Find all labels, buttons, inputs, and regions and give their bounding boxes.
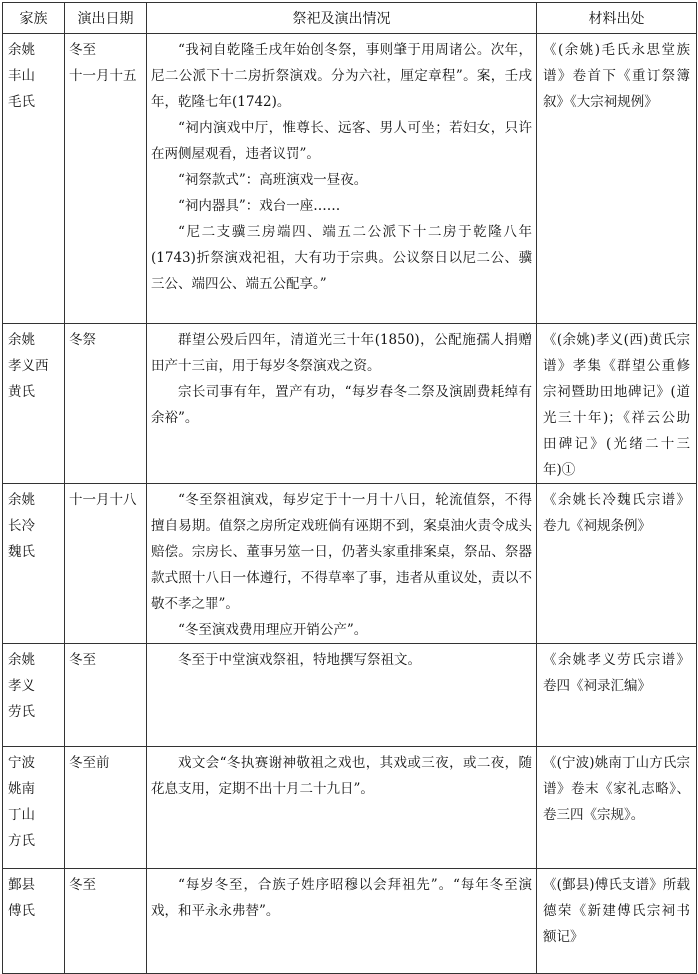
source-cell: 《余姚孝义劳氏宗谱》卷四《祠录汇编》 (537, 644, 697, 747)
family-line: 长冷 (8, 518, 35, 534)
family-line: 丁山 (8, 807, 35, 823)
date-line: 十一月十五 (69, 68, 137, 84)
date-cell (65, 644, 147, 747)
content-paragraph: “祠内器具”：戏台一座…… (178, 198, 341, 214)
date-line: 冬至 (69, 42, 96, 58)
family-line: 余姚 (8, 492, 35, 508)
date-cell (65, 869, 147, 974)
content-paragraph: 宗长司事有年，置产有功，“每岁春冬二祭及演剧费耗绰有余裕”。 (151, 384, 532, 426)
content-paragraph: “祠祭款式”：高班演戏一昼夜。 (178, 172, 368, 188)
source-cell: 《(宁波)姚南丁山方氏宗谱》卷末《家礼志略》、卷三四《宗规》。 (537, 747, 697, 869)
family-line: 余姚 (8, 652, 35, 668)
content-paragraph: “我祠自乾隆壬戌年始创冬祭，事则肇于用周诸公。次年，尼二公派下十二房折祭演戏。分为六社，厘定章程”。案，壬戌年，乾隆七年(1742)。 (151, 42, 532, 110)
family-line: 丰山 (8, 68, 35, 84)
date-cell (65, 34, 147, 324)
date-cell (65, 484, 147, 644)
content-paragraph: 群望公殁后四年，清道光三十年(1850)，公配施孺人捐赠田产十三亩，用于每岁冬祭演戏之资。 (151, 332, 532, 374)
header-family: 家族 (3, 3, 65, 34)
content-paragraph: “冬至祭祖演戏，每岁定于十一月十八日，轮流值祭，不得擅自易期。值祭之房所定戏班倘有诬期不到，案桌油火责令成头赔偿。宗房长、董事另筮一日，仍著头家重排案桌，祭品、祭器款式照十八日一体遵行，不得草率了事，违者从重议处，责以不敬不孝之罪”。 (151, 492, 532, 612)
family-cell (3, 324, 65, 484)
family-line: 毛氏 (8, 94, 35, 110)
family-line: 孝义西 (8, 358, 49, 374)
family-cell (3, 34, 65, 324)
family-line: 宁波 (8, 755, 35, 771)
content-paragraph: 冬至于中堂演戏祭祖，特地撰写祭祖文。 (178, 652, 421, 668)
date-line: 冬祭 (69, 332, 96, 348)
header-content: 祭祀及演出情况 (147, 3, 537, 34)
date-line: 冬至 (69, 652, 96, 668)
content-paragraph: “祠内演戏中厅，惟尊长、远客、男人可坐；若妇女，只许在两侧屋观看，违者议罚”。 (151, 120, 532, 162)
content-cell (147, 324, 537, 484)
family-line: 黄氏 (8, 384, 35, 400)
date-line: 冬至 (69, 877, 96, 893)
table-row (3, 644, 697, 747)
family-cell (3, 484, 65, 644)
content-paragraph: “每岁冬至，合族子姓序昭穆以会拜祖先”。“每年冬至演戏，和平永永弗替”。 (151, 877, 532, 919)
content-paragraph: “尼二支骥三房端四、端五二公派下十二房于乾隆八年(1743)折祭演戏祀祖，大有功于宗典。公议祭日以尼二公、骥三公、端四公、端五公配享。” (151, 224, 532, 292)
date-cell (65, 324, 147, 484)
table-row (3, 34, 697, 324)
content-cell (147, 644, 537, 747)
family-line: 魏氏 (8, 544, 35, 560)
date-line: 冬至前 (69, 755, 110, 771)
family-cell (3, 869, 65, 974)
family-line: 傅氏 (8, 903, 35, 919)
family-cell (3, 747, 65, 869)
content-paragraph: “冬至演戏费用理应开销公产”。 (178, 622, 368, 638)
source-cell: 《余姚长冷魏氏宗谱》卷九《祠规条例》 (537, 484, 697, 644)
header-source: 材料出处 (537, 3, 697, 34)
content-paragraph: 戏文会“冬执赛谢神敬祖之戏也，其戏或三夜，或二夜，随花息支用，定期不出十月二十九日”。 (151, 755, 532, 797)
family-line: 余姚 (8, 332, 35, 348)
family-line: 姚南 (8, 781, 35, 797)
content-cell (147, 34, 537, 324)
header-row (3, 3, 697, 34)
source-cell: 《(余姚)毛氏永思堂族谱》卷首下《重订祭簿叙》《大宗祠规例》 (537, 34, 697, 324)
date-line: 十一月十八 (69, 492, 137, 508)
source-cell: 《(鄞县)傅氏支谱》所载德荣《新建傅氏宗祠书额记》 (537, 869, 697, 974)
family-line: 鄞县 (8, 877, 35, 893)
content-cell (147, 869, 537, 974)
ritual-drama-table (2, 2, 697, 974)
table-row (3, 484, 697, 644)
family-line: 孝义 (8, 678, 35, 694)
date-cell (65, 747, 147, 869)
header-date: 演出日期 (65, 3, 147, 34)
family-cell (3, 644, 65, 747)
table-row (3, 869, 697, 974)
table-row (3, 324, 697, 484)
content-cell (147, 747, 537, 869)
content-cell (147, 484, 537, 644)
family-line: 方氏 (8, 833, 35, 849)
source-cell: 《(余姚)孝义(西)黄氏宗谱》孝集《群望公重修宗祠暨助田地碑记》(道光三十年)；《祥云公助田碑记》(光绪二十三年)① (537, 324, 697, 484)
table-row (3, 747, 697, 869)
family-line: 劳氏 (8, 704, 35, 720)
family-line: 余姚 (8, 42, 35, 58)
